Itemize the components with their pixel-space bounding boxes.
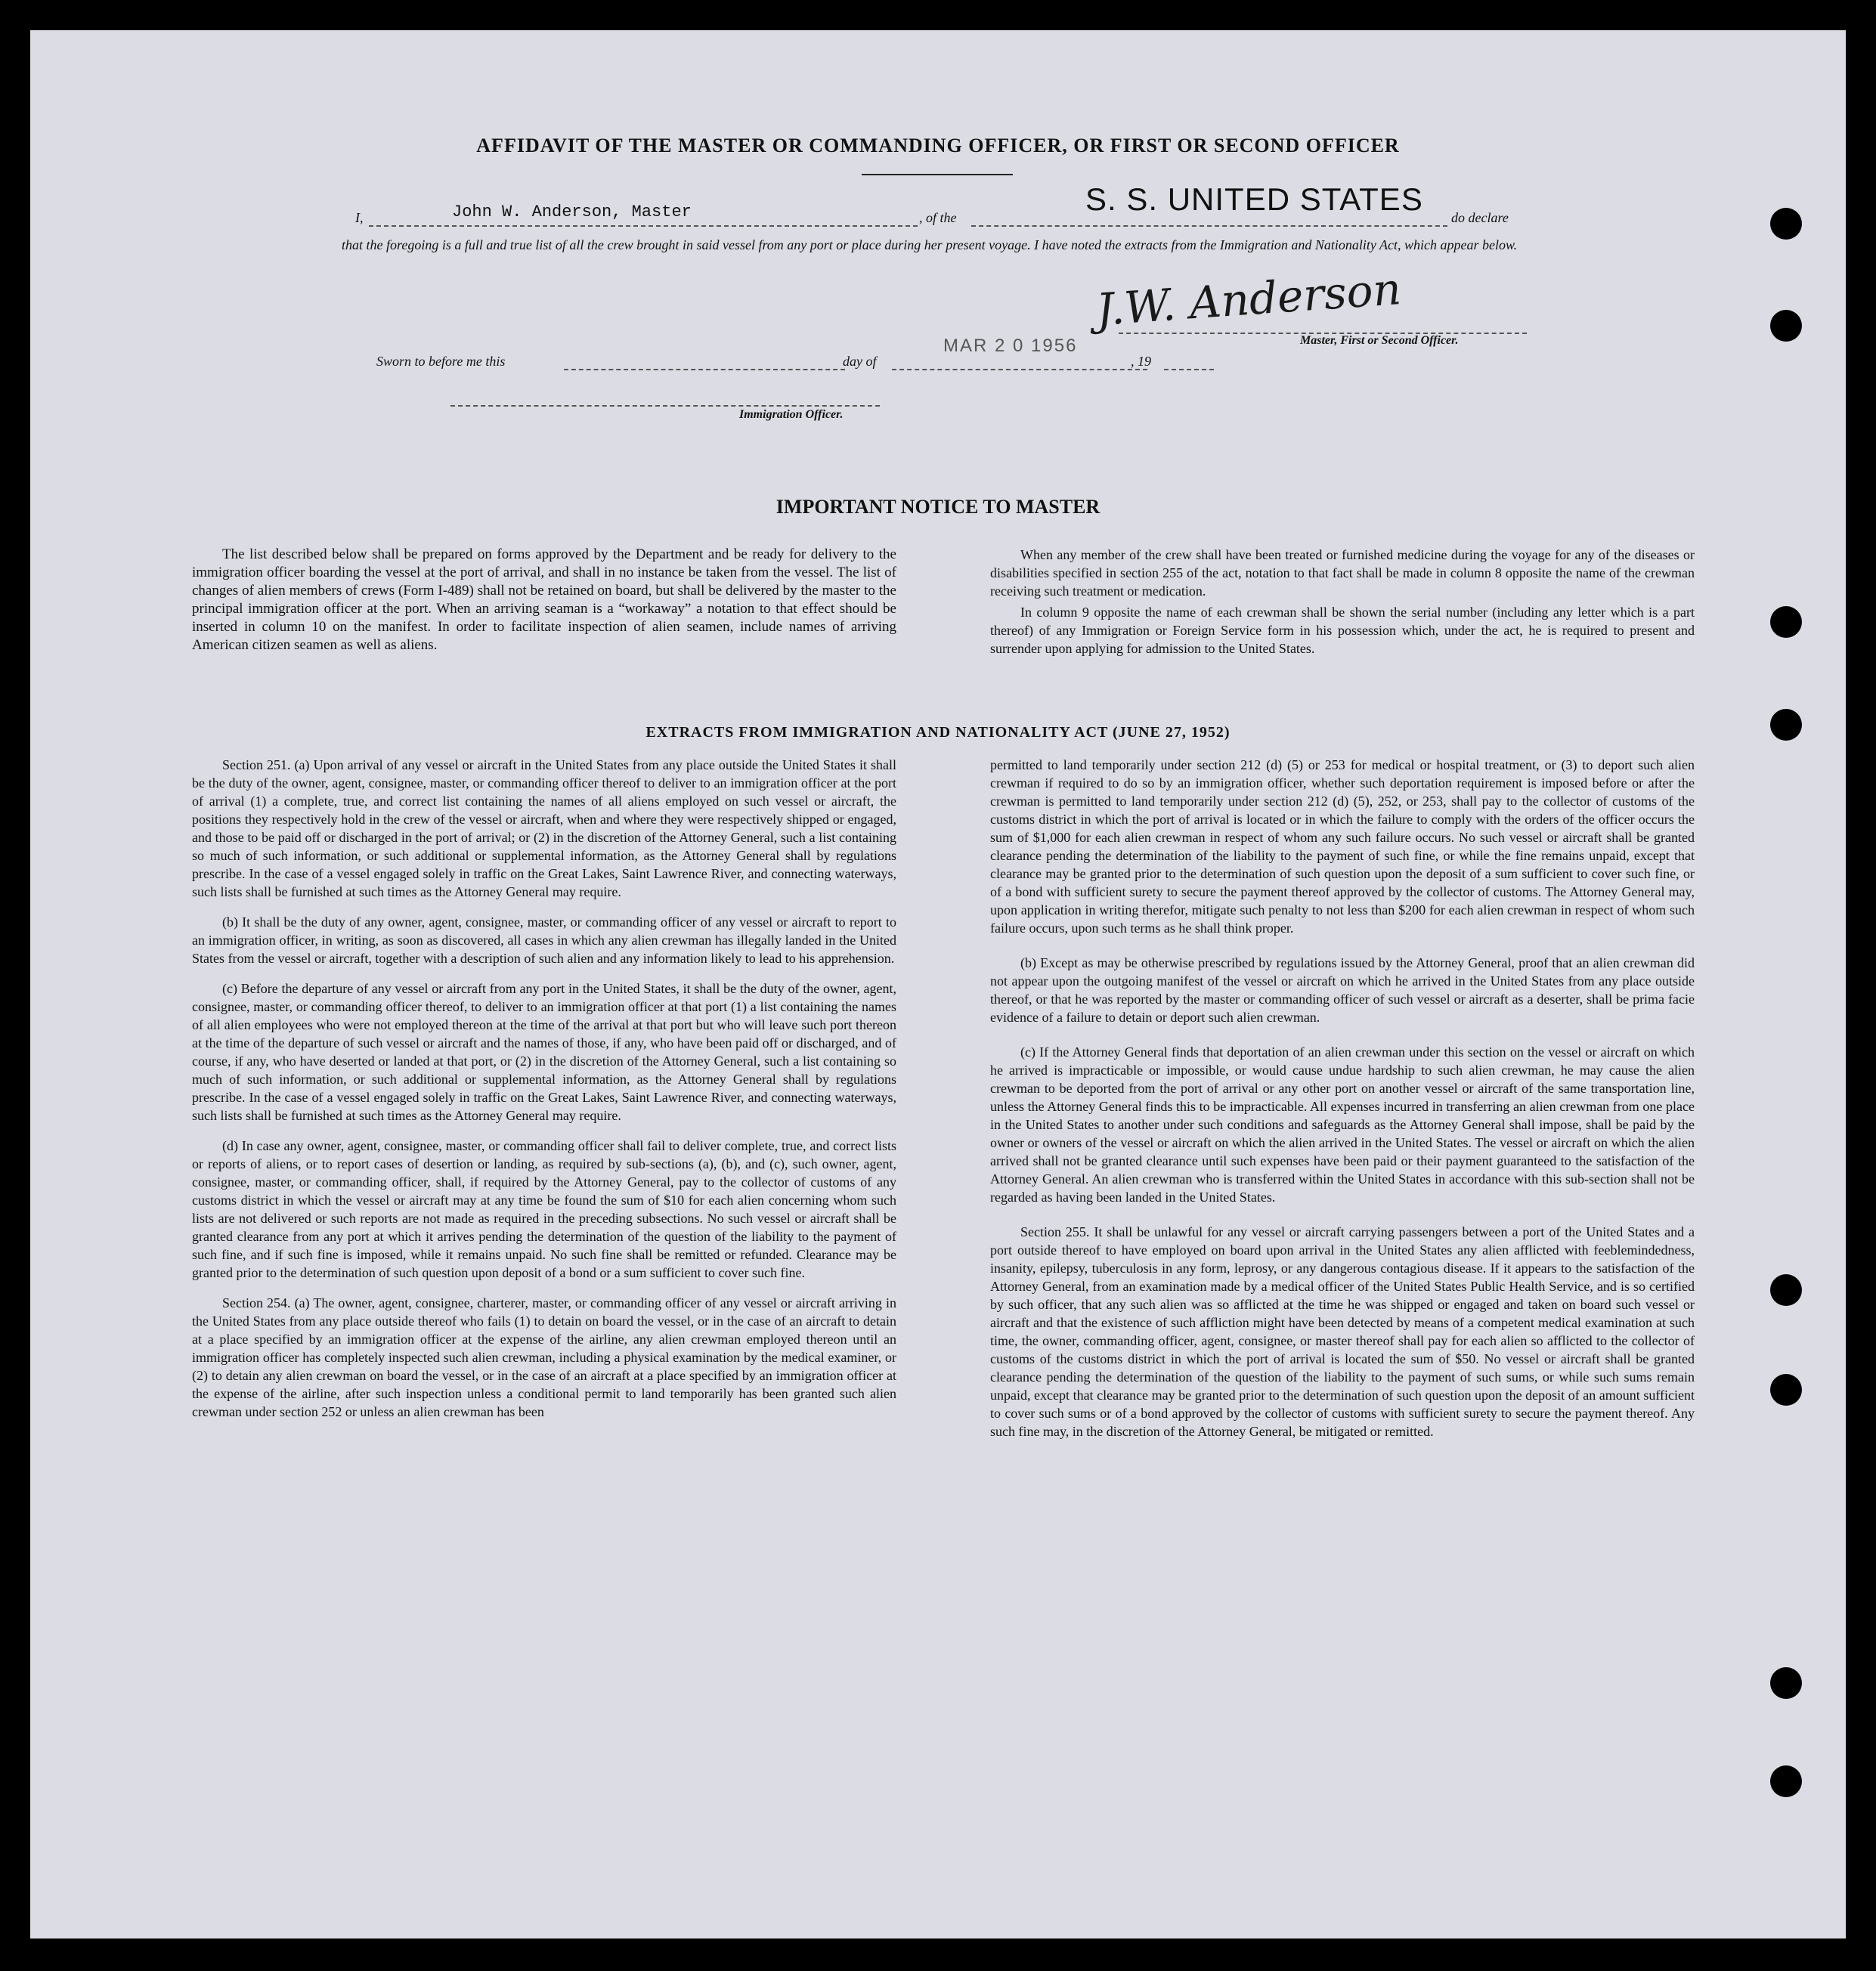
master-name: John W. Anderson, Master [452, 203, 692, 221]
officer-label: Immigration Officer. [739, 408, 844, 421]
extract-section-255: Section 255. It shall be unlawful for any vessel or aircraft carrying passengers between a port of the United States and a port outside thereof to have employed on board upon arrival in the United States any alien afflicted with feeblemindedness, insanity, epilepsy, tuberculosis in any form, leprosy, or any dangerous contagious disease. If it appears to the satisfaction of the Attorney General, from an examination made by a medical officer of the United States Public Health Service, and is so certified by such officer, that any such alien was so afflicted at the time he was shipped or engaged and taken on board such vessel or aircraft and that the existence of such affliction might have been detected by means of a competent medical examination at such time, the owner, commanding officer, agent, consignee, or master thereof shall pay for each alien so afflicted to the collector of customs of the customs district in which the port of arrival is located the sum of $50. No vessel or aircraft shall be granted clearance pending the determination of the question of the liability to the payment of such sums, or while such sums remain unpaid, except that clearance may be granted prior to the determination of such question upon the deposit of an amount sufficient to cover such sums or of a bond approved by the collector of customs with sufficient surety to secure the payment thereof. Any such fine may, in the discretion of the Attorney General, be mitigated or remitted. [990, 1224, 1695, 1439]
vessel-name: S. S. UNITED STATES [1085, 181, 1423, 217]
notice-left-column [192, 546, 896, 667]
sworn-label: Sworn to before me this [376, 354, 506, 369]
do-declare-label: do declare [1451, 210, 1509, 225]
year-line [1164, 369, 1214, 370]
extract-section-251d: (d) In case any owner, agent, consignee, master, or commanding officer shall fail to deliver complete, true, and correct lists or reports of aliens, or to report cases of desertion or landing, as required by sub-sections (a), (b), and (c), such owner, agent, consignee, master, or commanding officer, shall, if required by the Attorney General, pay to the collector of customs of any customs district in which the vessel or aircraft may at any time be found the sum of $10 for each alien concerning whom such lists are not delivered or such reports are not made as required in the preceding subsections. No such vessel or aircraft shall be granted clearance from any port at which it arrives pending the determination of the question of the liability to the payment of such fine, and if such fine is imposed, while it remains unpaid. No such fine shall be remitted or refunded. Clearance may be granted prior to the determination of such question upon deposit of a bond or a sum sufficient to cover such fine. [192, 1138, 896, 1280]
notice-title: IMPORTANT NOTICE TO MASTER [775, 496, 1101, 518]
notice-right-paragraph-1: When any member of the crew shall have been treated or furnished medicine during the voyage for any of the diseases or disabilities specified in section 255 of the act, notation to that fact shall be made in column 8 opposite the name of the crewman receiving such treatment or medication. [990, 547, 1695, 599]
extract-section-251b: (b) It shall be the duty of any owner, agent, consignee, master, or commanding officer of any vessel or aircraft to report to an immigration officer, in writing, as soon as discovered, all cases in which any alien crewman has illegally landed in the United States from the vessel or aircraft, together with a description of such alien and any information likely to lead to his apprehension. [192, 914, 896, 966]
day-of-label: day of [843, 354, 877, 369]
extract-section-254a-continued: permitted to land temporarily under section 212 (d) (5) or 253 for medical or hospital treatment, or (3) to deport such alien crewman if required to do so by an immigration officer, whether such deportation requirement is imposed before or after the crewman is permitted to land temporarily under section 212 (d) (5), 252, or 253, shall pay to the collector of customs of the customs district in which the port of arrival is located or in which the failure to comply with the orders of the officer occurs the sum of $1,000 for each alien crewman in respect of whom any such failure occurs. No such vessel or aircraft shall be granted clearance pending the determination of the liability to the payment of such fine, or while the fine remains unpaid, except that clearance may be granted prior to the determination of such question upon the deposit of a sum sufficient to cover such fine, or of a bond with sufficient surety to secure the payment thereof approved by the collector of customs. The Attorney General may, upon application in writing therefor, mitigate such penalty to not less than $200 for each alien crewman in respect of whom such failure occurs, upon such terms as he shall think proper. [990, 757, 1695, 936]
month-line [892, 369, 1147, 370]
extract-section-254c: (c) If the Attorney General finds that deportation of an alien crewman under this section on the vessel or aircraft on which he arrived is impracticable or impossible, or would cause undue hardship to such alien crewman, he may cause the alien crewman to be deported from the port of arrival or any other port on another vessel or aircraft of the same transportation line, unless the Attorney General finds this to be impracticable. All expenses incurred in transferring an alien crewman from one place in the United States to another under such conditions and safeguards as the Attorney General shall impose, shall be paid by the owner or owners of the vessel or aircraft on which the alien arrived in the United States. The vessel or aircraft on which the alien arrived shall not be granted clearance until such expenses have been paid or their payment guaranteed to the satisfaction of the Attorney General. An alien crewman who is transferred within the United States in accordance with this sub-section shall not be regarded as having been landed in the United States. [990, 1044, 1695, 1205]
punch-hole [1770, 310, 1802, 342]
title-rule [862, 174, 1013, 175]
i-label: I, [355, 210, 364, 225]
master-signature: J.W. Anderson [1094, 262, 1403, 336]
signature-role: Master, First or Second Officer. [1300, 334, 1459, 347]
extract-section-254b: (b) Except as may be otherwise prescribed by regulations issued by the Attorney General, proof that an alien crewman did not appear upon the outgoing manifest of the vessel or aircraft on which he arrived in the United States from any place outside thereof, or that he was reported by the master or commanding officer of such vessel or aircraft as a deserter, shall be prima facie evidence of a failure to detain or deport such alien crewman. [990, 955, 1695, 1025]
vessel-line [971, 225, 1447, 227]
of-the-label: , of the [919, 210, 957, 225]
officer-line [450, 405, 880, 407]
punch-hole [1770, 606, 1802, 638]
declaration-text: that the foregoing is a full and true list of all the crew brought in said vessel from any port or place during her present voyage. I have noted the extracts from the Immigration and Nationality Act, which appear below. [342, 237, 1518, 252]
extracts-title: EXTRACTS FROM IMMIGRATION AND NATIONALITY ACT (JUNE 27, 1952) [645, 724, 1231, 741]
punch-hole [1770, 709, 1802, 741]
extracts-right-column [990, 756, 1695, 1453]
name-line [369, 225, 918, 227]
notice-left-paragraph: The list described below shall be prepared on forms approved by the Department and be ready for delivery to the immigration officer boarding the vessel at the port of arrival, and shall in no instance be taken from the vessel. The list of changes of alien members of crews (Form I-489) shall not be retained on board, but shall be delivered by the master to the principal immigration officer at the port. When an arriving seaman is a “workaway” a notation to that effect should be inserted in column 10 on the manifest. In order to facilitate inspection of alien seamen, include names of arriving American citizen seamen as well as aliens. [192, 546, 896, 653]
extract-section-251c: (c) Before the departure of any vessel or aircraft from any port in the United States, it shall be the duty of the owner, agent, consignee, master, or commanding officer thereof, to deliver to an immigration officer at that port (1) a list containing the names of all alien employees who were not employed thereon at the time of the arrival at that port but who will leave such port thereon at the time of the departure of such vessel or aircraft and the names of those, if any, who have been paid off or discharged, and of course, if any, who have deserted or landed at that port, or (2) in the discretion of the Attorney General, such a list containing so much of such information, or such additional or supplemental information, as the Attorney General shall by regulations prescribe. In the case of a vessel engaged solely in traffic on the Great Lakes, Saint Lawrence River, and connecting waterways, such lists shall be furnished at such times as the Attorney General may require. [192, 981, 896, 1123]
notice-right-paragraph-2: In column 9 opposite the name of each crewman shall be shown the serial number (including any letter which is a part thereof) of any Immigration or Foreign Service form in his possession which, under the act, he is required to present and surrender upon applying for admission to the United States. [990, 605, 1695, 656]
punch-hole [1770, 208, 1802, 240]
punch-hole [1770, 1274, 1802, 1306]
date-stamp: MAR 2 0 1956 [943, 336, 1078, 356]
affidavit-title: AFFIDAVIT OF THE MASTER OR COMMANDING OFFICER, OR FIRST OR SECOND OFFICER [476, 135, 1400, 156]
extracts-left-column [192, 756, 896, 1433]
notice-right-column [990, 546, 1695, 670]
year-label: , 19 [1131, 354, 1151, 369]
punch-hole [1770, 1374, 1802, 1406]
document-page [30, 30, 1846, 1939]
extract-section-251a: Section 251. (a) Upon arrival of any vessel or aircraft in the United States from any place outside the United States it shall be the duty of the owner, agent, consignee, master, or commanding officer thereof to deliver to an immigration officer at the port of arrival (1) a complete, true, and correct list containing the names of all aliens employed on such vessel or aircraft, the positions they respectively hold in the crew of the vessel or aircraft, when and where they were respectively shipped or engaged, and those to be paid off or discharged in the port of arrival; or (2) in the discretion of the Attorney General, such a list containing so much of such information, or such additional or supplemental information, as the Attorney General shall by regulations prescribe. In the case of a vessel engaged solely in traffic on the Great Lakes, Saint Lawrence River, and connecting waterways, such lists shall be furnished at such times as the Attorney General may require. [192, 757, 896, 899]
extract-section-254a: Section 254. (a) The owner, agent, consignee, charterer, master, or commanding officer of any vessel or aircraft arriving in the United States from any place outside thereof who fails (1) to detain on board the vessel, or in the case of an aircraft to detain at a place specified by an immigration officer at the expense of the airline, any alien crewman employed thereon until an immigration officer has completely inspected such alien crewman, including a physical examination by the medical examiner, or (2) to detain any alien crewman on board the vessel, or in the case of an aircraft at a place specified by an immigration officer at the expense of the airline, after such inspection unless a conditional permit to land temporarily has been granted such alien crewman under section 252 or unless an alien crewman has been [192, 1295, 896, 1419]
punch-hole [1770, 1667, 1802, 1699]
day-line [564, 369, 845, 370]
punch-hole [1770, 1765, 1802, 1797]
